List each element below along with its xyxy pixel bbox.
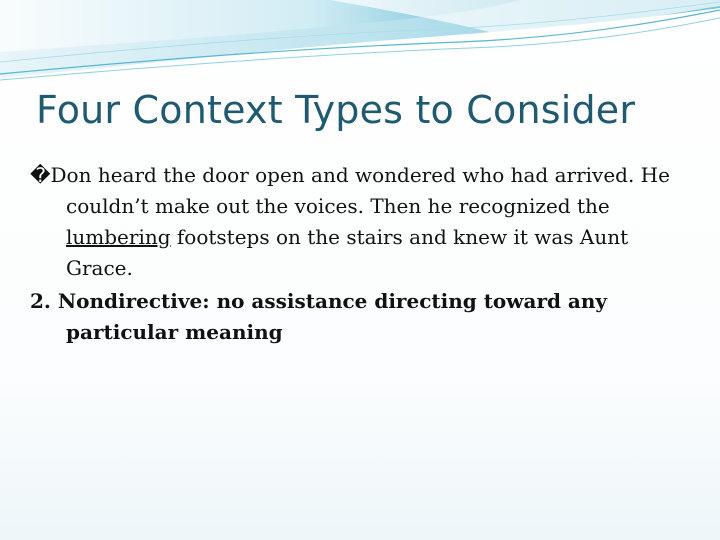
nondirective-text: Nondirective: no assistance directing toward any particular meaning [50,289,608,344]
slide-title: Four Context Types to Consider [36,88,636,132]
paragraph-example [30,160,690,284]
paragraph-text-after: footsteps on the stairs and knew it was Aunt Grace. [66,225,629,280]
bullet-glyph: � [30,163,51,187]
paragraph-nondirective [30,286,690,348]
decorative-wave-header [0,0,720,90]
slide-body [30,160,690,348]
paragraph-text-before: Don heard the door open and wondered who had arrived. He couldn’t make out the voices. Then he recognized the [50,163,670,218]
list-number: 2. [30,289,51,313]
underlined-word: lumbering [66,225,171,249]
